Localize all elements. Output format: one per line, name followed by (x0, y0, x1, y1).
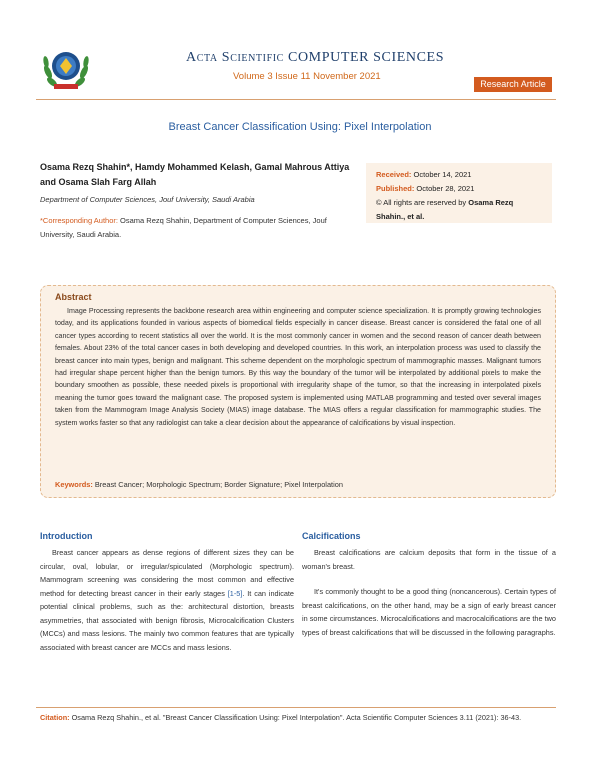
paper-title: Breast Cancer Classification Using: Pixel Interpolation (168, 121, 432, 133)
right-column (302, 531, 556, 651)
corresponding-author (40, 214, 360, 242)
article-type-badge: Research Article (474, 77, 552, 92)
left-column (40, 531, 294, 666)
calcifications-paragraph-1: Breast calcifications are calcium deposits that form in the tissue of a woman's breast. (302, 548, 556, 571)
dates-box (366, 163, 552, 223)
intro-text-a: Breast cancer appears as dense regions of different sizes they can be circular, oval, lobular, or irregular/spiculated (Morphologic spectrum). Mammogram screening was considering the most common and effective method for detecting breast cancer in their early stages (40, 548, 294, 598)
journal-title: Acta Scientific COMPUTER SCIENCES (186, 50, 445, 65)
citation-text: Osama Rezq Shahin., et al. "Breast Cancer Classification Using: Pixel Interpolation". Acta Scientific Computer Sciences 3.11 (2021): 36-43. (69, 713, 522, 722)
abstract-heading: Abstract (55, 292, 92, 302)
citation-link[interactable]: [1-5] (227, 588, 243, 598)
published-label: Published: (376, 184, 415, 193)
keywords (55, 480, 343, 489)
received-value: October 14, 2021 (411, 170, 472, 179)
introduction-paragraph (40, 546, 294, 654)
published-date (376, 182, 542, 196)
corresponding-text: Osama Rezq Shahin, Department of Computer Sciences, Jouf University, Saudi Arabia. (40, 216, 327, 239)
introduction-heading: Introduction (40, 531, 93, 541)
rights-prefix: © All rights are reserved by (376, 198, 469, 207)
received-date (376, 168, 542, 182)
received-label: Received: (376, 170, 412, 179)
rights-holder: Osama Rezq Shahin., et al. (376, 198, 514, 221)
affiliation: Department of Computer Sciences, Jouf University, Saudi Arabia (40, 195, 255, 204)
calcifications-heading: Calcifications (302, 531, 361, 541)
corresponding-label: *Corresponding Author: (40, 216, 118, 225)
keywords-text: Breast Cancer; Morphologic Spectrum; Border Signature; Pixel Interpolation (92, 480, 343, 489)
header-divider (36, 99, 556, 100)
abstract-text: Image Processing represents the backbone research area within engineering and computer science specialization. It is promptly growing technologies today, and its applications founded in various aspects of biomedical fields especially in cancer disease. Breast cancer is considered the fatal one of all cancer types according to recent statistics all over the world. It is the most commonly cancer in women and the second reason of cancer death between females. About 23% of the total cancer cases in both developing and developed countries. In this work, an interpolation process was used to classify the breast cancer into main types, benign and malignant. This scheme dependent on the morphologic spectrum of mammographic masses. Malignant tumors had irregular shape percent higher than the benign tumors. By this way the boundary of the tumor will be interpolated by additional pixels to make the boundary smoothen as possible, these needed pixels is proportional with irregularity shape of the tumor, so that the increasing in interpolated pixels meaning the tumor goes toward the malignant case. The proposed system is implemented using MATLAB programming and tested over several images taken from the Mammogram Image Analysis Society (MIAS) image database. The MIAS offers a regular classification for mammographic studies. The system works faster so that any radiologist can take a clear decision about the appearance of calcifications by visual inspection. (55, 307, 541, 427)
journal-logo-icon (40, 42, 92, 94)
rights-note (376, 196, 542, 224)
abstract-box (40, 285, 556, 498)
published-value: October 28, 2021 (414, 184, 475, 193)
author-list: Osama Rezq Shahin*, Hamdy Mohammed Kelash, Gamal Mahrous Attiya and Osama Slah Farg Allah (40, 162, 350, 187)
citation-footer (40, 713, 521, 722)
keywords-label: Keywords: (55, 480, 93, 489)
calcifications-paragraph-2: It's commonly thought to be a good thing (noncancerous). Certain types of breast calcifications, on the other hand, may be a sign of early breast cancer in some circumstances. Microcalcifications and macrocalcifications are the two types of breast calcifications that will be discussed in the following paragraphs. (302, 587, 556, 637)
citation-label: Citation: (40, 713, 70, 722)
footer-divider (36, 707, 556, 708)
intro-text-b: . It can indicate potential clinical problems, such as the: architectural distortion, breasts asymmetries, that associated with benign fibrosis, Microcalcification Clusters (MCCs) and mass lesions. The mainly two common features that are typically associated with breast cancer are MCCs and mass lesions. (40, 588, 294, 652)
journal-issue: Volume 3 Issue 11 November 2021 (233, 71, 381, 82)
